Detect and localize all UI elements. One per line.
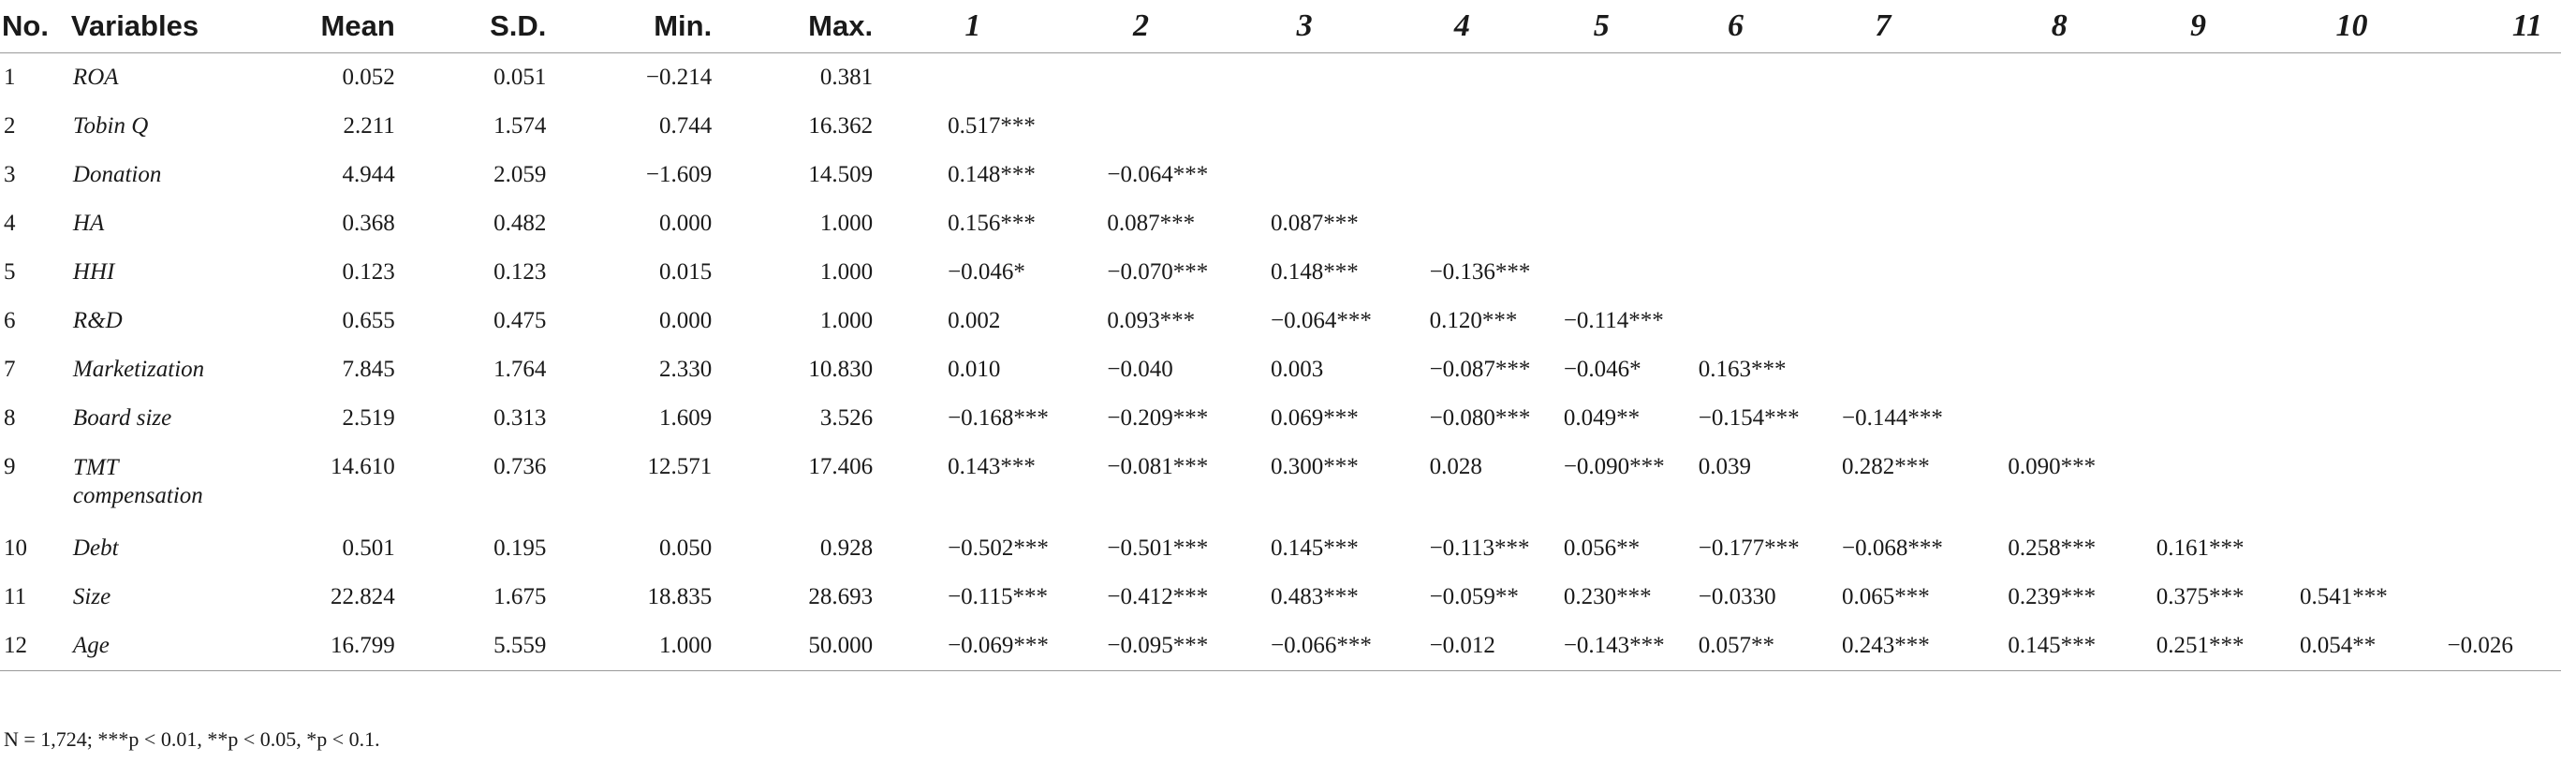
correlation-cell: −0.087***: [1429, 357, 1531, 382]
correlation-cell: 0.090***: [2008, 454, 2097, 479]
correlation-cell: −0.090***: [1563, 454, 1665, 479]
correlation-cell: [1540, 53, 1671, 103]
max-cell: 1.000: [819, 308, 874, 333]
correlation-cell: [1809, 345, 1984, 394]
min-cell: 0.050: [658, 535, 713, 561]
min-cell: 1.000: [606, 622, 763, 671]
correlation-cell: [2429, 573, 2561, 622]
correlation-cell: [1074, 53, 1238, 103]
variable-name-cell: Age: [71, 622, 262, 671]
column-header: No.: [0, 0, 71, 53]
mean-cell: 4.944: [342, 162, 395, 187]
correlation-cell: −0.064***: [1107, 162, 1209, 187]
correlation-cell: [2133, 102, 2281, 151]
correlation-cell: 0.375***: [2156, 584, 2245, 609]
correlation-cell: −0.0330: [1698, 584, 1776, 609]
correlation-cell: −0.114***: [1563, 308, 1664, 333]
correlation-cell: 0.087***: [1107, 211, 1196, 236]
sd-cell: 1.574: [493, 113, 547, 139]
correlation-cell: [1809, 297, 1984, 345]
column-header: Mean: [262, 0, 449, 53]
column-header: Max.: [763, 0, 910, 53]
column-header: 4: [1402, 0, 1540, 53]
sd-cell: 0.123: [493, 259, 547, 285]
variable-name-cell: TMT compensation: [72, 455, 203, 508]
correlation-cell: [2133, 53, 2281, 103]
correlation-cell: [1671, 151, 1809, 199]
correlation-cell: [1984, 199, 2132, 248]
variable-name-cell: Board size: [72, 405, 172, 431]
correlation-cell: [2281, 297, 2429, 345]
correlation-cell: −0.040: [1107, 357, 1173, 382]
row-number-cell: 9: [4, 454, 16, 479]
table-footnote: N = 1,724; ***p < 0.01, **p < 0.05, *p < 0.1.: [4, 727, 380, 751]
table-row: [0, 199, 2561, 248]
correlation-cell: [2281, 102, 2429, 151]
correlation-cell: −0.412***: [1107, 584, 1209, 609]
correlation-cell: [1238, 151, 1402, 199]
correlation-cell: −0.026: [2429, 622, 2561, 671]
column-header: 9: [2133, 0, 2281, 53]
correlation-cell: −0.046*: [948, 259, 1025, 285]
correlation-cell: [2429, 151, 2561, 199]
mean-cell: 0.123: [342, 259, 395, 285]
correlation-cell: [1671, 297, 1809, 345]
correlation-cell: 0.049**: [1563, 405, 1641, 431]
correlation-cell: −0.012: [1402, 622, 1540, 671]
correlation-cell: [2429, 443, 2561, 524]
max-cell: 50.000: [763, 622, 910, 671]
correlation-cell: 0.093***: [1107, 308, 1196, 333]
correlation-cell: −0.113***: [1429, 535, 1530, 561]
correlation-cell: [1671, 102, 1809, 151]
min-cell: 0.744: [658, 113, 713, 139]
correlation-cell: [1238, 102, 1402, 151]
correlation-cell: 0.069***: [1270, 405, 1359, 431]
correlation-cell: [1984, 102, 2132, 151]
sd-cell: 5.559: [449, 622, 607, 671]
column-header: 8: [1984, 0, 2132, 53]
correlation-cell: [2281, 199, 2429, 248]
table-row: [0, 443, 2561, 524]
row-number-cell: 1: [4, 65, 16, 90]
variable-name-cell: R&D: [72, 308, 123, 333]
correlation-cell: −0.144***: [1842, 405, 1943, 431]
correlation-cell: 0.483***: [1270, 584, 1359, 609]
correlation-cell: [1984, 151, 2132, 199]
variable-name-cell: HHI: [72, 259, 115, 285]
column-header: 3: [1238, 0, 1402, 53]
min-cell: −1.609: [645, 162, 713, 187]
correlation-cell: 0.003: [1270, 357, 1324, 382]
correlation-cell: 0.163***: [1698, 357, 1787, 382]
mean-cell: 14.610: [331, 454, 395, 479]
mean-cell: 16.799: [262, 622, 449, 671]
correlation-cell: [2133, 151, 2281, 199]
header-row: [0, 0, 2561, 53]
correlation-cell: 0.156***: [948, 211, 1036, 236]
correlation-cell: [2429, 394, 2561, 443]
column-header: 10: [2281, 0, 2429, 53]
variable-name-cell: Tobin Q: [72, 113, 149, 139]
correlation-cell: −0.502***: [948, 535, 1049, 561]
correlation-cell: [1984, 394, 2132, 443]
correlation-cell: [1809, 248, 1984, 297]
correlation-cell: [1540, 102, 1671, 151]
column-header: Min.: [606, 0, 763, 53]
table-row: [0, 53, 2561, 103]
sd-cell: 1.764: [493, 357, 547, 382]
table-row: [0, 345, 2561, 394]
correlation-cell: 0.300***: [1270, 454, 1359, 479]
max-cell: 17.406: [808, 454, 874, 479]
correlation-cell: −0.081***: [1107, 454, 1209, 479]
correlation-cell: −0.059**: [1429, 584, 1519, 609]
column-header: 1: [910, 0, 1074, 53]
correlation-cell: [1809, 199, 1984, 248]
variable-name-cell: Donation: [72, 162, 162, 187]
correlation-cell: [910, 53, 1074, 103]
correlation-cell: [2429, 102, 2561, 151]
correlation-cell: [1984, 345, 2132, 394]
row-number-cell: 7: [4, 357, 16, 382]
min-cell: 0.000: [658, 211, 713, 236]
mean-cell: 7.845: [342, 357, 395, 382]
max-cell: 1.000: [819, 211, 874, 236]
correlation-cell: [2281, 443, 2429, 524]
sd-cell: 1.675: [493, 584, 547, 609]
correlation-cell: [2281, 53, 2429, 103]
correlation-cell: −0.209***: [1107, 405, 1209, 431]
sd-cell: 0.051: [493, 65, 547, 90]
column-header: Variables: [71, 0, 262, 53]
correlation-cell: [2281, 394, 2429, 443]
column-header: 11: [2429, 0, 2561, 53]
correlation-cell: [1671, 199, 1809, 248]
column-header: S.D.: [449, 0, 607, 53]
correlation-cell: [2429, 524, 2561, 573]
correlation-cell: 0.243***: [1809, 622, 1984, 671]
min-cell: −0.214: [645, 65, 713, 90]
correlation-cell: 0.239***: [2008, 584, 2097, 609]
max-cell: 3.526: [819, 405, 874, 431]
correlation-cell: [2281, 524, 2429, 573]
min-cell: 2.330: [658, 357, 713, 382]
column-header: 2: [1074, 0, 1238, 53]
variable-name-cell: Marketization: [72, 357, 205, 382]
row-number-cell: 6: [4, 308, 16, 333]
correlation-cell: [1984, 297, 2132, 345]
correlation-cell: [2133, 297, 2281, 345]
correlation-cell: −0.115***: [948, 584, 1048, 609]
correlation-cell: 0.145***: [1984, 622, 2132, 671]
sd-cell: 0.475: [493, 308, 547, 333]
correlation-cell: 0.120***: [1429, 308, 1518, 333]
correlation-cell: [1809, 53, 1984, 103]
correlation-cell: [1671, 248, 1809, 297]
correlation-cell: 0.148***: [948, 162, 1036, 187]
variable-name-cell: HA: [72, 211, 105, 236]
column-header: 7: [1809, 0, 1984, 53]
sd-cell: 2.059: [493, 162, 547, 187]
correlation-cell: [1540, 151, 1671, 199]
correlation-cell: −0.046*: [1563, 357, 1641, 382]
row-number-cell: 4: [4, 211, 16, 236]
correlation-cell: −0.154***: [1698, 405, 1800, 431]
correlation-cell: [2281, 345, 2429, 394]
correlation-cell: 0.251***: [2133, 622, 2281, 671]
min-cell: 0.015: [658, 259, 713, 285]
correlation-cell: [1984, 53, 2132, 103]
row-number-cell: 5: [4, 259, 16, 285]
column-header: 5: [1540, 0, 1671, 53]
correlation-cell: −0.064***: [1270, 308, 1372, 333]
correlation-cell: 0.161***: [2156, 535, 2245, 561]
correlation-cell: [2281, 248, 2429, 297]
correlation-cell: 0.541***: [2299, 584, 2388, 609]
correlation-cell: −0.177***: [1698, 535, 1800, 561]
correlation-cell: [2133, 394, 2281, 443]
mean-cell: 0.501: [342, 535, 395, 561]
mean-cell: 0.655: [342, 308, 395, 333]
correlation-cell: [2133, 345, 2281, 394]
correlation-cell: [1671, 53, 1809, 103]
correlation-cell: −0.136***: [1429, 259, 1531, 285]
table-row: [0, 297, 2561, 345]
max-cell: 10.830: [808, 357, 874, 382]
correlation-cell: −0.068***: [1842, 535, 1943, 561]
correlation-cell: −0.501***: [1107, 535, 1209, 561]
correlation-cell: [2429, 53, 2561, 103]
correlation-cell: 0.039: [1698, 454, 1752, 479]
correlation-cell: [1402, 151, 1540, 199]
min-cell: 18.835: [647, 584, 713, 609]
correlation-cell: [2133, 443, 2281, 524]
correlation-cell: −0.080***: [1429, 405, 1531, 431]
sd-cell: 0.195: [493, 535, 547, 561]
min-cell: 12.571: [647, 454, 713, 479]
min-cell: 1.609: [658, 405, 713, 431]
correlation-cell: [1402, 199, 1540, 248]
table-row: [0, 622, 2561, 671]
row-number-cell: 8: [4, 405, 16, 431]
correlation-cell: [2281, 151, 2429, 199]
sd-cell: 0.482: [493, 211, 547, 236]
correlation-cell: 0.258***: [2008, 535, 2097, 561]
correlation-cell: [1984, 248, 2132, 297]
correlation-cell: −0.168***: [948, 405, 1049, 431]
max-cell: 28.693: [808, 584, 874, 609]
max-cell: 1.000: [819, 259, 874, 285]
table-body: [0, 53, 2561, 671]
variable-name-cell: Debt: [72, 535, 119, 561]
correlation-cell: [1809, 151, 1984, 199]
correlation-cell: 0.517***: [948, 113, 1036, 139]
min-cell: 0.000: [658, 308, 713, 333]
correlation-cell: −0.066***: [1238, 622, 1402, 671]
variable-name-cell: ROA: [72, 65, 119, 90]
correlation-cell: 0.145***: [1270, 535, 1359, 561]
table-row: [0, 102, 2561, 151]
correlation-cell: [2429, 345, 2561, 394]
mean-cell: 2.519: [342, 405, 395, 431]
correlation-cell: [2133, 199, 2281, 248]
correlation-cell: [2133, 248, 2281, 297]
max-cell: 0.928: [819, 535, 874, 561]
row-number-cell: 2: [4, 113, 16, 139]
correlation-cell: 0.054**: [2281, 622, 2429, 671]
table-row: [0, 151, 2561, 199]
correlation-cell: [1809, 102, 1984, 151]
correlation-cell: 0.065***: [1842, 584, 1930, 609]
correlation-cell: 0.010: [948, 357, 1001, 382]
sd-cell: 0.736: [493, 454, 547, 479]
table-row: [0, 394, 2561, 443]
column-header: 6: [1671, 0, 1809, 53]
correlation-cell: [1402, 53, 1540, 103]
correlation-cell: [2429, 248, 2561, 297]
correlation-cell: 0.143***: [948, 454, 1036, 479]
correlation-cell: [2429, 297, 2561, 345]
correlation-cell: 0.028: [1429, 454, 1482, 479]
correlation-cell: [1540, 199, 1671, 248]
table-row: [0, 573, 2561, 622]
correlation-cell: [1238, 53, 1402, 103]
max-cell: 14.509: [808, 162, 874, 187]
mean-cell: 0.368: [342, 211, 395, 236]
row-number-cell: 10: [4, 535, 27, 561]
max-cell: 16.362: [808, 113, 874, 139]
correlation-cell: −0.143***: [1540, 622, 1671, 671]
mean-cell: 0.052: [342, 65, 395, 90]
row-number-cell: 12: [0, 622, 71, 671]
correlation-cell: 0.002: [948, 308, 1001, 333]
table-row: [0, 524, 2561, 573]
correlation-cell: 0.057**: [1671, 622, 1809, 671]
max-cell: 0.381: [819, 65, 874, 90]
correlation-cell: −0.070***: [1107, 259, 1209, 285]
correlation-cell: 0.087***: [1270, 211, 1359, 236]
correlation-cell: [1402, 102, 1540, 151]
variable-name-cell: Size: [72, 584, 111, 609]
correlation-cell: 0.056**: [1563, 535, 1641, 561]
row-number-cell: 3: [4, 162, 16, 187]
table-row: [0, 248, 2561, 297]
mean-cell: 2.211: [343, 113, 395, 139]
sd-cell: 0.313: [493, 405, 547, 431]
row-number-cell: 11: [4, 584, 27, 609]
correlation-cell: −0.095***: [1074, 622, 1238, 671]
correlation-cell: [1540, 248, 1671, 297]
correlation-cell: 0.230***: [1563, 584, 1652, 609]
correlation-cell: [1074, 102, 1238, 151]
mean-cell: 22.824: [331, 584, 395, 609]
correlation-cell: [2429, 199, 2561, 248]
correlation-cell: −0.069***: [910, 622, 1074, 671]
correlation-cell: 0.148***: [1270, 259, 1359, 285]
correlation-cell: 0.282***: [1842, 454, 1930, 479]
